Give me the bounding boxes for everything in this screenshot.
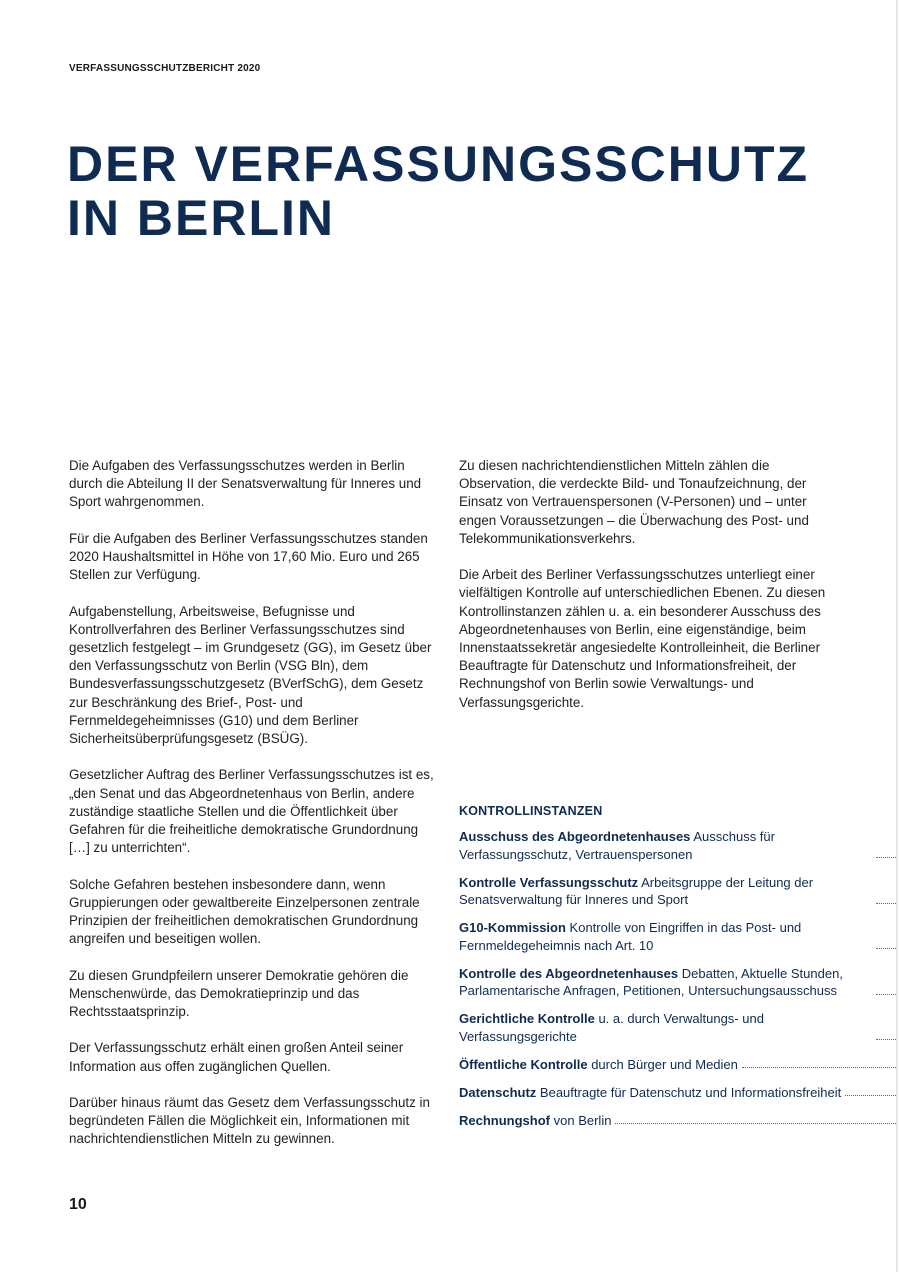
- kontroll-entry-text: Debatten, Aktuelle Stunden, Parlamentarische Anfragen, Petitionen, Untersuchungsausschuss: [459, 965, 843, 998]
- kontroll-entry-title: Kontrolle Verfassungsschutz: [459, 874, 639, 890]
- dotted-leader: [742, 1067, 896, 1068]
- running-head: VERFASSUNGSSCHUTZBERICHT 2020: [69, 63, 261, 74]
- dotted-leader: [876, 903, 896, 904]
- kontroll-entry: [459, 919, 896, 954]
- kontrollinstanzen-box: [459, 804, 896, 1140]
- dotted-leader: [876, 857, 896, 858]
- page-title-line-2: IN BERLIN: [67, 190, 335, 246]
- kontroll-entry-text: u. a. durch Verwaltungs- und Verfassungsgerichte: [459, 1011, 764, 1044]
- kontroll-entry-text: Beauftragte für Datenschutz und Informationsfreiheit: [539, 1084, 842, 1100]
- paragraph: Die Arbeit des Berliner Verfassungsschutzes unterliegt einer vielfältigen Kontrolle auf unterschiedlichen Ebenen. Zu diesen Kontrollinstanzen zählen u. a. ein besonderer Ausschuss des Abgeordnetenhauses von Berlin, eine eigenständige, beim Innenstaatssekretär angesiedelte Kontrolleinheit, die Berliner Beauftragte für Datenschutz und Informationsfreiheit, der Rechnungshof von Berlin sowie Verwaltungs- und Verfassungsgerichte.: [459, 567, 826, 710]
- kontroll-entry: [459, 1112, 896, 1130]
- page-edge-rule: [896, 0, 898, 1272]
- paragraph: Zu diesen nachrichtendienstlichen Mitteln zählen die Observation, die verdeckte Bild- und Tonaufzeichnung, der Einsatz von Vertrauenspersonen (V-Personen) und – unter engen Voraussetzungen – die Überwachung des Post- und Telekommunikationsverkehrs.: [459, 458, 809, 546]
- kontroll-entry-title: Ausschuss des Abgeordnetenhauses: [459, 829, 691, 844]
- kontroll-entry-text: Ausschuss für Verfassungsschutz, Vertrauenspersonen: [459, 829, 775, 862]
- kontroll-entry-text: Kontrolle von Eingriffen in das Post- und Fernmeldegeheimnis nach Art. 10: [459, 920, 802, 953]
- kontroll-entry: [459, 965, 896, 1000]
- paragraph: Solche Gefahren bestehen insbesondere dann, wenn Gruppierungen oder gewaltbereite Einzelpersonen zentrale Prinzipien der freiheitlichen demokratischen Grundordnung angreifen und beseitigen wollen.: [69, 876, 420, 947]
- kontroll-entry: [459, 874, 896, 909]
- kontroll-entry-title: Rechnungshof: [459, 1112, 550, 1128]
- kontroll-entry: [459, 1056, 896, 1074]
- page-title-line-1: DER VERFASSUNGSSCHUTZ: [67, 136, 810, 192]
- dotted-leader: [845, 1095, 896, 1096]
- paragraph: Für die Aufgaben des Berliner Verfassungsschutzes standen 2020 Haushaltsmittel in Höhe von 17,60 Mio. Euro und 265 Stellen zur Verfügung.: [69, 530, 428, 583]
- paragraph: Zu diesen Grundpfeilern unserer Demokratie gehören die Menschenwürde, das Demokratieprinzip und das Rechtsstaatsprinzip.: [69, 967, 409, 1020]
- dotted-leader: [876, 994, 896, 995]
- paragraph: Die Aufgaben des Verfassungsschutzes werden in Berlin durch die Abteilung II der Senatsverwaltung für Inneres und Sport wahrgenommen.: [69, 458, 422, 510]
- dotted-leader: [615, 1123, 896, 1124]
- kontroll-entry-title: Gerichtliche Kontrolle: [459, 1011, 595, 1026]
- left-text-column: [69, 457, 441, 1167]
- dotted-leader: [876, 948, 896, 949]
- page-title: [67, 137, 809, 245]
- kontroll-entry-title: Datenschutz: [459, 1084, 537, 1100]
- kontroll-entry-text: von Berlin: [553, 1112, 612, 1128]
- kontroll-entry-title: G10-Kommission: [459, 920, 566, 935]
- page-number: 10: [69, 1196, 87, 1213]
- kontroll-entry-title: Kontrolle des Abgeordnetenhauses: [459, 965, 679, 981]
- kontrollinstanzen-heading: KONTROLLINSTANZEN: [459, 804, 603, 818]
- kontroll-entry-text: Arbeitsgruppe der Leitung der Senatsverwaltung für Inneres und Sport: [459, 874, 814, 907]
- paragraph: Aufgabenstellung, Arbeitsweise, Befugnisse und Kontrollverfahren des Berliner Verfassungsschutzes sind gesetzlich festgelegt – im Grundgesetz (GG), im Gesetz über den Verfassungsschutz von Berlin (VSG Bln), dem Bundesverfassungsschutzgesetz (BVerfSchG), dem Gesetz zur Beschränkung des Brief-, Post- und Fernmeldegeheimnisses (G10) und dem Berliner Sicherheitsüberprüfungsgesetz (BSÜG).: [69, 603, 432, 747]
- paragraph: Gesetzlicher Auftrag des Berliner Verfassungsschutzes ist es, „den Senat und das Abgeordnetenhaus von Berlin, andere zuständige staatliche Stellen und die Öffentlichkeit über Gefahren für die freiheitliche demokratische Grundordnung […] zu unterrichten“.: [69, 767, 434, 856]
- kontroll-entry-text: durch Bürger und Medien: [591, 1056, 738, 1072]
- kontroll-entry: [459, 828, 896, 863]
- kontroll-entry: [459, 1084, 896, 1102]
- paragraph: Darüber hinaus räumt das Gesetz dem Verfassungsschutz in begründeten Fällen die Möglichkeit ein, Informationen mit nachrichtendienstlichen Mitteln zu gewinnen.: [69, 1095, 430, 1147]
- kontroll-entry: [459, 1010, 896, 1045]
- paragraph: Der Verfassungsschutz erhält einen großen Anteil seiner Information aus offen zugänglichen Quellen.: [69, 1040, 404, 1074]
- kontroll-entry-title: Öffentliche Kontrolle: [459, 1056, 588, 1072]
- dotted-leader: [876, 1039, 896, 1040]
- right-text-column: [459, 457, 831, 730]
